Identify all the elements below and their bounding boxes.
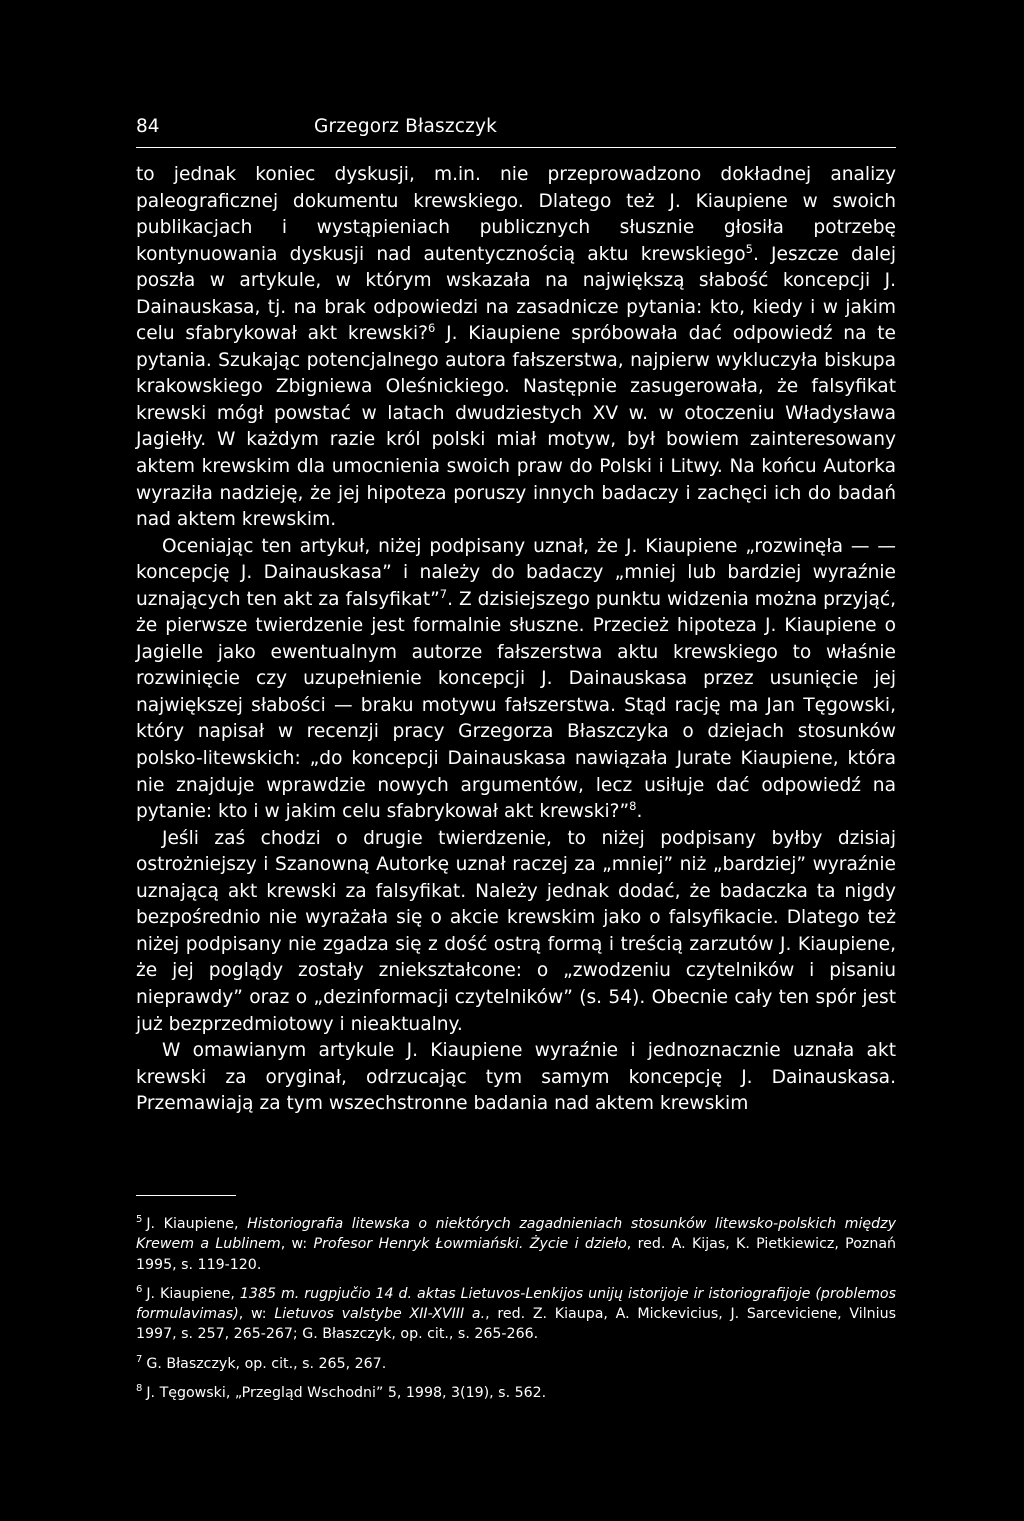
paragraph-1 bbox=[136, 162, 896, 534]
body-text bbox=[136, 162, 896, 1118]
paragraph-text: . bbox=[636, 801, 643, 823]
footnote-title: Profesor Henryk Łowmiański. Życie i dzieło bbox=[313, 1236, 627, 1253]
footnote-ref-5[interactable]: 5 bbox=[745, 241, 753, 256]
footnote-title: Lietuvos valstybe XII-XVIII a. bbox=[274, 1306, 486, 1323]
paragraph-text: Oceniając ten artykuł, niżej podpisany uznał, że J. Kiaupiene „rozwinęła — — koncepcję J. Dainauskasa” i należy do badaczy „mniej lub bardziej wyraźnie uznających ten akt za falsyfikat” bbox=[136, 535, 896, 610]
paragraph-text: to jednak koniec dyskusji, m.in. nie przeprowadzono dokładnej analizy paleograficznej dokumentu krewskiego. Dlatego też J. Kiaupiene w swoich publikacjach i wystąpieniach publicznych słusznie głosiła potrzebę kontynuowania dyskusji nad autentycznością aktu krewskiego bbox=[136, 164, 896, 265]
footnote-text: J. Kiaupiene, bbox=[146, 1216, 248, 1232]
page-number: 84 bbox=[136, 116, 160, 137]
paragraph-text: J. Kiaupiene spróbowała dać odpowiedź na te pytania. Szukając potencjalnego autora fałszerstwa, najpierw wykluczyła biskupa krakowskiego Zbigniewa Oleśnickiego. Następnie zasugerowała, że falsyfikat krewski mógł powstać w latach dwudziestych XV w. w otoczeniu Władysława Jagiełły. W każdym razie król polski miał motyw, był bowiem zainteresowany aktem krewskim dla umocnienia swoich praw do Polski i Litwy. Na końcu Autorka wyraziła nadzieję, że jej hipoteza poruszy innych badaczy i zachęci ich do badań nad aktem krewskim. bbox=[136, 323, 896, 531]
footnote-text: , red. A. Kijas, K. Pietkiewicz, Poznań 1995, s. 119-120. bbox=[136, 1236, 897, 1273]
footnote-8 bbox=[136, 1383, 896, 1403]
footnote-7 bbox=[136, 1354, 896, 1374]
footnote-text: , w: bbox=[280, 1236, 314, 1253]
paragraph-2 bbox=[136, 534, 896, 826]
paragraph-4: W omawianym artykule J. Kiaupiene wyraźnie i jednoznacznie uznała akt krewski za oryginał, odrzucając tym samym koncepcję J. Dainauskasa. Przemawiają za tym wszechstronne badania nad aktem krewskim bbox=[136, 1040, 896, 1115]
footnote-title: Historiografia litewska o niektórych zagadnieniach stosunków litewsko-polskich między Krewem a Lublinem bbox=[136, 1216, 896, 1253]
header-rule bbox=[136, 147, 896, 148]
footnote-title: 1385 m. rugpjučio 14 d. aktas Lietuvos-Lenkijos unijų istorijoje ir istoriografijoje (problemos formulavimas) bbox=[136, 1285, 896, 1323]
footnote-mark: 7 bbox=[136, 1353, 143, 1365]
paragraph-text: . Z dzisiejszego punktu widzenia można przyjąć, że pierwsze twierdzenie jest formalnie słuszne. Przecież hipoteza J. Kiaupiene o Jagielle jako ewentualnym autorze fałszerstwa aktu krewskiego to właśnie rozwinięcie czy uzupełnienie koncepcji J. Dainauskasa przez usunięcie jej największej słabości — braku motywu fałszerstwa. Stąd rację ma Jan Tęgowski, który napisał w recenzji pracy Grzegorza Błaszczyka o dziejach stosunków polsko-litewskich: „do koncepcji Dainauskasa nawiązała Jurate Kiaupiene, która nie znajduje wprawdzie nowych argumentów, lecz usiłuje dać odpowiedź na pytanie: kto i w jakim celu sfabrykował akt krewski?” bbox=[136, 588, 896, 823]
page-header bbox=[136, 116, 896, 146]
paragraph-text: . Jeszcze dalej poszła w artykule, w którym wskazała na największą słabość koncepcji J. Dainauskasa, tj. na brak odpowiedzi na zasadnicze pytania: kto, kiedy i w jakim celu sfabrykował akt krewski? bbox=[136, 243, 896, 345]
paragraph-3: Jeśli zaś chodzi o drugie twierdzenie, to niżej podpisany byłby dzisiaj ostrożniejszy i Szanowną Autorkę uznał raczej za „mniej” niż „bardziej” wyraźnie uznającą akt krewski za falsyfikat. Należy jednak dodać, że badaczka ta nigdy bezpośrednio nie wyrażała się o akcie krewskim jako o falsyfikacie. Dlatego też niżej podpisany nie zgadza się z dość ostrą formą i treścią zarzutów J. Kiaupiene, że jej poglądy zostały zniekształcone: o „zwodzeniu czytelników i pisaniu nieprawdy” oraz o „dezinformacji czytelników” (s. 54). Obecnie cały ten spór jest już bezprzedmiotowy i nieaktualny. bbox=[136, 827, 896, 1035]
footnote-text: J. Tęgowski, „Przegląd Wschodni” 5, 1998, 3(19), s. 562. bbox=[146, 1385, 547, 1402]
footnote-5 bbox=[136, 1214, 896, 1275]
footnote-mark: 5 bbox=[136, 1214, 143, 1225]
footnote-ref-7[interactable]: 7 bbox=[439, 586, 448, 601]
footnote-ref-8[interactable]: 8 bbox=[629, 799, 637, 814]
footnote-text: G. Błaszczyk, op. cit., s. 265, 267. bbox=[146, 1355, 387, 1372]
footnote-ref-6[interactable]: 6 bbox=[428, 321, 436, 336]
footnote-6 bbox=[136, 1284, 896, 1345]
footnote-text: , red. Z. Kiaupa, A. Mickevicius, J. Sarceviciene, Vilnius 1997, s. 257, 265-267; G. Błaszczyk, op. cit., s. 265-266. bbox=[136, 1306, 896, 1343]
footnote-rule bbox=[136, 1195, 236, 1196]
footnote-text: , w: bbox=[238, 1306, 275, 1323]
footnote-mark: 6 bbox=[136, 1283, 143, 1295]
footnotes bbox=[136, 1214, 896, 1412]
footnote-text: J. Kiaupiene, bbox=[146, 1285, 240, 1302]
running-head: Grzegorz Błaszczyk bbox=[314, 116, 498, 137]
footnote-mark: 8 bbox=[136, 1383, 143, 1395]
